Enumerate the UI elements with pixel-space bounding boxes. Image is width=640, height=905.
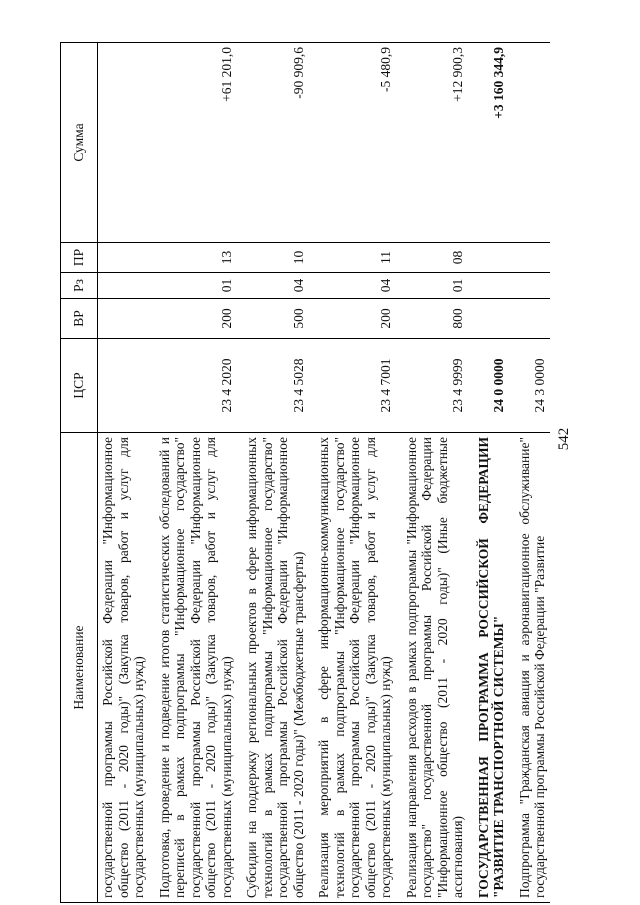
cell-vr: 800 <box>402 299 468 339</box>
cell-sum: +12 900,3 <box>402 43 468 243</box>
header-vr: ВР <box>61 299 98 339</box>
cell-csr: 23 4 9999 <box>402 339 468 433</box>
cell-csr: 23 4 2020 <box>155 339 237 433</box>
cell-name: Подпрограмма "Гражданская авиация и аэронавигационное обслуживание" государственной программы Российской Федерации "Развитие <box>515 433 550 903</box>
table-row <box>242 43 308 903</box>
cell-pr <box>515 243 550 273</box>
cell-rz: 01 <box>155 273 237 299</box>
budget-table <box>60 42 550 903</box>
table-row <box>515 43 550 903</box>
table-row <box>98 43 149 903</box>
cell-rz <box>98 273 149 299</box>
cell-vr <box>515 299 550 339</box>
cell-csr: 23 4 7001 <box>314 339 396 433</box>
table-row <box>314 43 396 903</box>
header-name: Наименование <box>61 433 98 903</box>
cell-csr: 23 4 5028 <box>242 339 308 433</box>
cell-rz: 01 <box>402 273 468 299</box>
cell-name: Реализация направления расходов в рамках подпрограммы "Информационное государство" государственной программы Российской Федерации "Информационное общество (2011 - 2020 годы)" (Иные бюджетные ассигнования) <box>402 433 468 903</box>
cell-name: Субсидии на поддержку региональных проектов в сфере информационных технологий в рамках подпрограммы "Информационное государство" государственной программы Российской Федерации "Информационное общество (2011 - 2020 годы)" (Межбюджетные трансферты) <box>242 433 308 903</box>
cell-name: государственной программы Российской Федерации "Информационное общество (2011 - 2020 годы)" (Закупка товаров, работ и услуг для государственных (муниципальных) нужд) <box>98 433 149 903</box>
cell-rz <box>515 273 550 299</box>
cell-sum: -90 909,6 <box>242 43 308 243</box>
cell-pr: 08 <box>402 243 468 273</box>
cell-sum: +61 201,0 <box>155 43 237 243</box>
cell-sum: +3 160 344,9 <box>474 43 509 243</box>
cell-pr: 13 <box>155 243 237 273</box>
cell-vr: 200 <box>314 299 396 339</box>
cell-name: ГОСУДАРСТВЕННАЯ ПРОГРАММА РОССИЙСКОЙ ФЕДЕРАЦИИ "РАЗВИТИЕ ТРАНСПОРТНОЙ СИСТЕМЫ" <box>474 433 509 903</box>
cell-pr <box>98 243 149 273</box>
cell-csr <box>98 339 149 433</box>
header-csr: ЦСР <box>61 339 98 433</box>
cell-sum: -5 480,9 <box>314 43 396 243</box>
cell-pr <box>474 243 509 273</box>
cell-vr <box>474 299 509 339</box>
cell-vr: 500 <box>242 299 308 339</box>
cell-name: Подготовка, проведение и подведение итогов статистических обследований и переписей в рамках подпрограммы "Информационное государство" государственной программы Российской Федерации "Информационное общество (2011 - 2020 годы)" (Закупка товаров, работ и услуг для государственных (муниципальных) нужд) <box>155 433 237 903</box>
header-sum: Сумма <box>61 43 98 243</box>
cell-vr <box>98 299 149 339</box>
cell-vr: 200 <box>155 299 237 339</box>
table-row <box>155 43 237 903</box>
header-pr: ПР <box>61 243 98 273</box>
cell-rz <box>474 273 509 299</box>
cell-rz: 04 <box>314 273 396 299</box>
table-row <box>402 43 468 903</box>
cell-sum <box>98 43 149 243</box>
cell-sum <box>515 43 550 243</box>
table-row <box>474 43 509 903</box>
cell-csr: 24 0 0000 <box>474 339 509 433</box>
page-number: 542 <box>556 427 572 451</box>
table-body <box>98 43 550 903</box>
table-header-row <box>61 43 98 903</box>
cell-pr: 11 <box>314 243 396 273</box>
cell-rz: 04 <box>242 273 308 299</box>
cell-pr: 10 <box>242 243 308 273</box>
cell-csr: 24 3 0000 <box>515 339 550 433</box>
header-rz: Рз <box>61 273 98 299</box>
cell-name: Реализация мероприятий в сфере информационно-коммуникационных технологий в рамках подпрограммы "Информационное государство" государственной программы Российской Федерации "Информационное общество (2011 - 2020 годы)" (Закупка товаров, работ и услуг для государственных (муниципальных) нужд) <box>314 433 396 903</box>
